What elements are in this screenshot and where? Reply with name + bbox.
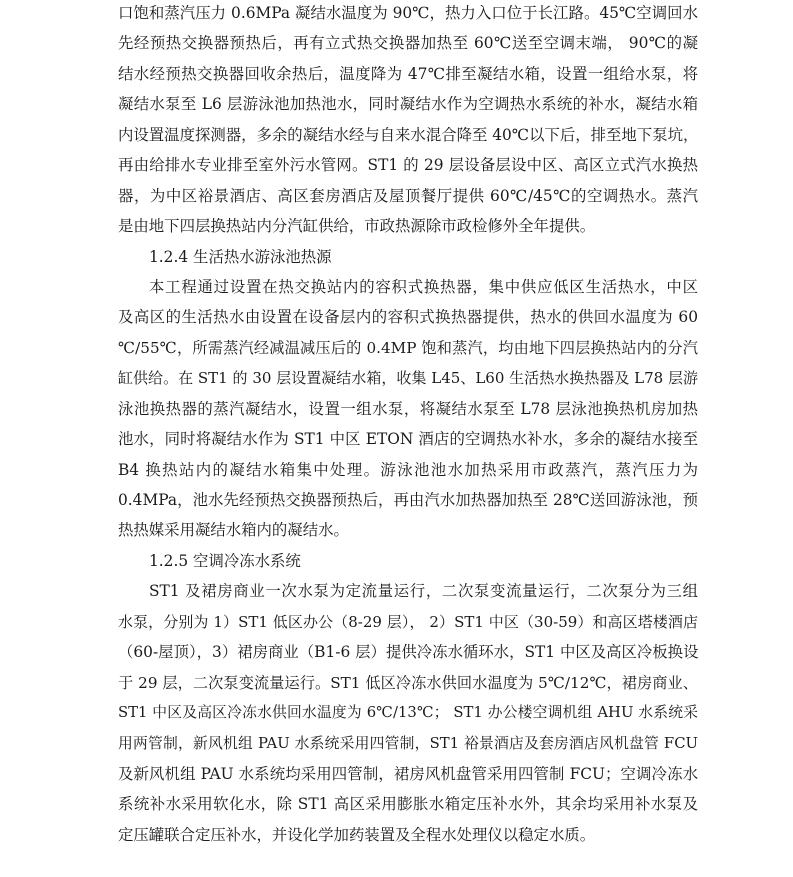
text-line: 器，为中区裕景酒店、高区套房酒店及屋顶餐厅提供 60℃/45℃的空调热水。蒸汽 bbox=[118, 186, 698, 205]
section-1-2-4-paragraph bbox=[118, 272, 698, 546]
text-line: 口饱和蒸汽压力 0.6MPa 凝结水温度为 90℃，热力入口位于长江路。45℃空调回水 bbox=[118, 4, 698, 22]
text-line: 系统补水采用软化水，除 ST1 高区采用膨胀水箱定压补水外，其余均采用补水泵及 bbox=[118, 795, 698, 814]
text-line: 缸供给。在 ST1 的 30 层设置凝结水箱，收集 L45、L60 生活热水换热器及 L78 层游 bbox=[118, 369, 698, 388]
text-line: 及高区的生活热水由设置在设备层内的容积式换热器提供，热水的供回水温度为 60 bbox=[118, 308, 698, 327]
text-line: 池水，同时将凝结水作为 ST1 中区 ETON 酒店的空调热水补水，多余的凝结水接至 bbox=[118, 430, 698, 449]
text-line: 凝结水泵至 L6 层游泳池加热池水，同时凝结水作为空调热水系统的补水，凝结水箱 bbox=[118, 95, 698, 114]
text-line: 水泵，分别为 1）ST1 低区办公（8-29 层）， 2）ST1 中区（30-59）和高区塔楼酒店 bbox=[118, 612, 698, 631]
text-line: 结水经预热交换器回收余热后，温度降为 47℃排至凝结水箱，设置一组给水泵，将 bbox=[118, 64, 698, 83]
document-page bbox=[118, 0, 698, 850]
text-line: 0.4MPa，池水先经预热交换器预热后，再由汽水加热器加热至 28℃送回游泳池，预 bbox=[118, 491, 698, 509]
text-line: 本工程通过设置在热交换站内的容积式换热器，集中供应低区生活热水，中区 bbox=[149, 277, 698, 296]
text-line: 定压罐联合定压补水，并设化学加药装置及全程水处理仪以稳定水质。 bbox=[118, 825, 596, 844]
text-line: 热热媒采用凝结水箱内的凝结水。 bbox=[118, 521, 349, 540]
intro-paragraph bbox=[118, 0, 698, 242]
text-line: B4 换热站内的凝结水箱集中处理。游泳池池水加热采用市政蒸汽，蒸汽压力为 bbox=[118, 460, 698, 479]
text-line: （60-屋顶），3）裙房商业（B1-6 层）提供冷冻水循环水，ST1 中区及高区冷板换设 bbox=[118, 643, 699, 662]
text-line: 于 29 层，二次泵变流量运行。ST1 低区冷冻水供回水温度为 5℃/12℃，裙房商业、 bbox=[118, 673, 698, 692]
text-line: 用两管制，新风机组 PAU 水系统采用四管制，ST1 裕景酒店及套房酒店风机盘管 FCU bbox=[118, 734, 698, 752]
text-line: ST1 及裙房商业一次水泵为定流量运行，二次泵变流量运行，二次泵分为三组 bbox=[149, 582, 698, 601]
section-heading-1-2-4: 1.2.4 生活热水游泳池热源 bbox=[149, 247, 332, 266]
text-line: 再由给排水专业排至室外污水管网。ST1 的 29 层设备层设中区、高区立式汽水换热 bbox=[118, 156, 698, 175]
text-line: 内设置温度探测器，多余的凝结水经与自来水混合降至 40℃以下后，排至地下泵坑， bbox=[118, 125, 699, 144]
text-line: 是由地下四层换热站内分汽缸供给，市政热源除市政检修外全年提供。 bbox=[118, 217, 596, 236]
section-heading-1-2-5: 1.2.5 空调冷冻水系统 bbox=[149, 551, 301, 570]
text-line: ℃/55℃，所需蒸汽经减温减压后的 0.4MP 饱和蒸汽，均由地下四层换热站内的分汽 bbox=[118, 338, 698, 357]
text-line: 及新风机组 PAU 水系统均采用四管制，裙房风机盘管采用四管制 FCU；空调冷冻水 bbox=[118, 764, 698, 783]
text-line: 泳池换热器的蒸汽凝结水，设置一组水泵，将凝结水泵至 L78 层泳池换热机房加热 bbox=[118, 399, 698, 418]
text-line: ST1 中区及高区冷冻水供回水温度为 6℃/13℃； ST1 办公楼空调机组 AHU 水系统采 bbox=[118, 704, 698, 722]
section-1-2-5-paragraph bbox=[118, 576, 698, 850]
text-line: 先经预热交换器预热后，再有立式热交换器加热至 60℃送至空调末端， 90℃的凝 bbox=[118, 34, 698, 53]
